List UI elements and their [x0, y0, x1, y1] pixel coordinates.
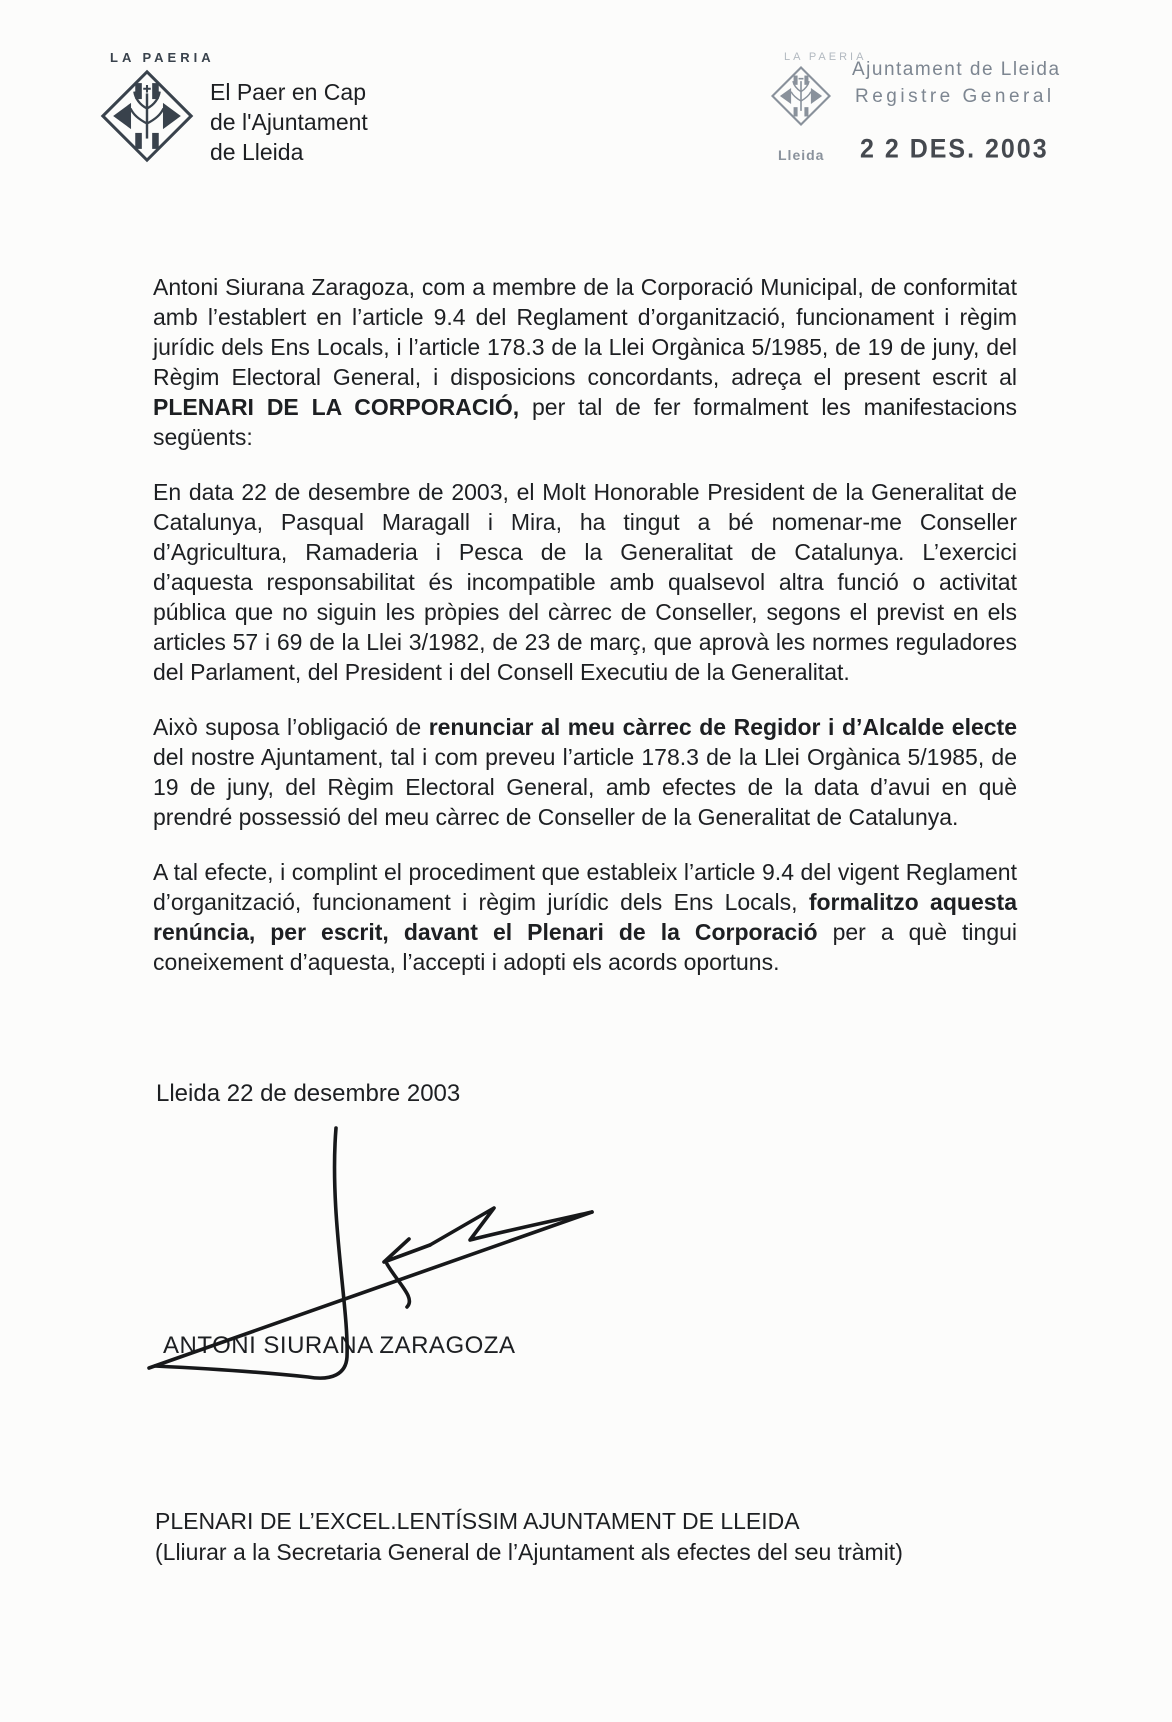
text-run: En data 22 de desembre de 2003, el Molt Honorable President de la Generalitat de Catalunya, Pasqual Maragall i Mira, ha tingut a bé nomenar-me Conseller d’Agricultura, Ramaderia i Pesca de la Generalitat de Catalunya. L’exercici d’aquesta responsabilitat és incompatible amb qualsevol altra funció o activitat pública que no siguin les pròpies del càrrec de Conseller, segons el previst en els articles 57 i 69 de la Llei 3/1982, de 23 de març, que aprovà les normes reguladores del Parlament, del President i del Consell Executiu de la Generalitat.	[153, 479, 1017, 685]
registry-stamp	[700, 45, 1100, 185]
text-run: per a què tingui coneixement d’aquesta, l’accepti i adopti els acords oportuns.	[153, 919, 1018, 975]
letterhead-line-1: El Paer en Cap	[210, 79, 366, 105]
stamp-place-label: Lleida	[778, 147, 825, 163]
letterhead-brand: LA PAERIA	[110, 50, 215, 65]
text-run: Això suposa l’obligació de	[153, 714, 429, 740]
paragraph-3	[153, 712, 1017, 832]
paragraph-1	[153, 272, 1017, 452]
paragraph-4	[153, 857, 1017, 977]
stamp-date: 2 2 DES. 2003	[860, 133, 1049, 165]
letterhead	[100, 50, 368, 167]
stamp-office-text: Registre General	[855, 86, 1055, 107]
signatory-name: ANTONI SIURANA ZARAGOZA	[163, 1332, 516, 1359]
paragraph-2	[153, 477, 1017, 687]
la-paeria-logo-icon	[100, 69, 194, 163]
addressee-line: PLENARI DE L’EXCEL.LENTÍSSIM AJUNTAMENT DE LLEIDA	[155, 1508, 800, 1534]
stamp-brand-text: LA PAERIA	[784, 51, 867, 63]
stamp-logo-icon	[770, 65, 832, 127]
bold-run: formalitzo aquesta renúncia, per escrit, davant el Plenari de la Corporació	[153, 889, 1017, 945]
bold-run: PLENARI DE LA CORPORACIÓ,	[153, 394, 520, 420]
text-run: Antoni Siurana Zaragoza, com a membre de la Corporació Municipal, de conformitat amb l’establert en l’article 9.4 del Reglament d’organització, funcionament i règim jurídic dels Ens Locals, i l’article 178.3 de la Llei Orgànica 5/1985, de 19 de juny, del Règim Electoral General, i disposicions concordants, adreça el present escrit al	[153, 274, 1017, 390]
letterhead-line-2: de l'Ajuntament	[210, 109, 368, 135]
place-date-line: Lleida 22 de desembre 2003	[156, 1080, 461, 1107]
delivery-note-line: (Lliurar a la Secretaria General de l’Ajuntament als efectes del seu tràmit)	[155, 1539, 903, 1565]
letterhead-title	[210, 77, 368, 167]
stamp-org-text: Ajuntament de Lleida	[852, 59, 1061, 80]
text-run: A tal efecte, i complint el procediment que estableix l’article 9.4 del vigent Reglament d’organització, funcionament i règim jurídic dels Ens Locals,	[153, 859, 1017, 915]
bold-run: renunciar al meu càrrec de Regidor i d’Alcalde electe	[428, 714, 1017, 740]
text-run: del nostre Ajuntament, tal i com preveu l’article 178.3 de la Llei Orgànica 5/1985, de 19 de juny, del Règim Electoral General, amb efectes de la data d’avui en què prendré possessió del meu càrrec de Conseller de la Generalitat de Catalunya.	[153, 744, 1017, 830]
letter-body	[153, 272, 1017, 1002]
addressee-block	[155, 1506, 903, 1568]
text-run: per tal de fer formalment les manifestacions següents:	[153, 394, 1017, 450]
letterhead-line-3: de Lleida	[210, 139, 304, 165]
